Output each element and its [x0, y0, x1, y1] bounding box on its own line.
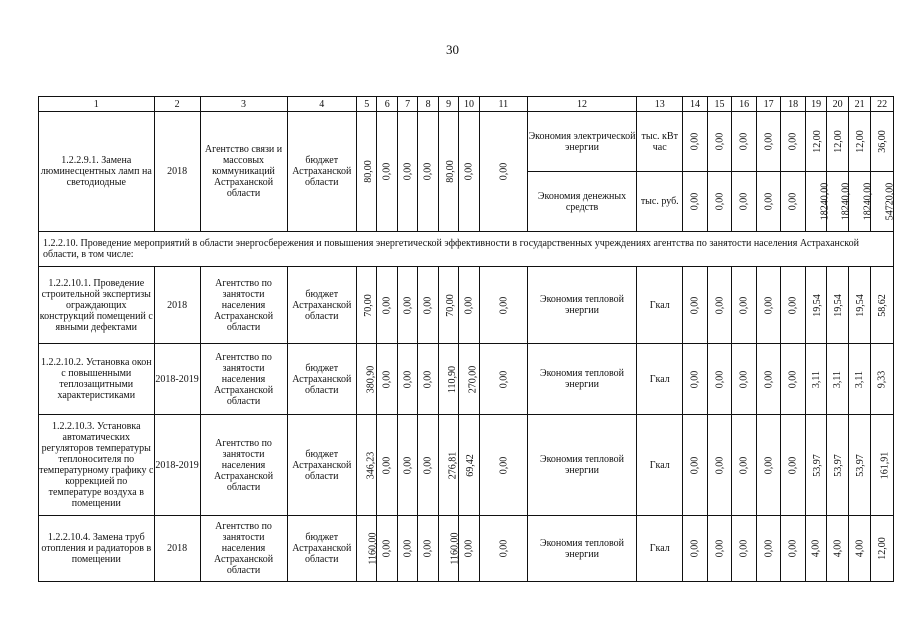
table-row	[39, 415, 894, 516]
funding-cell: 0,00	[479, 112, 527, 232]
header-cell: 1	[39, 97, 155, 112]
funding-cell: 0,00	[479, 344, 527, 415]
funding-cell: 110,90	[438, 344, 458, 415]
indicator-unit: Гкал	[637, 516, 683, 582]
funding-cell: 0,00	[459, 112, 479, 232]
header-cell: 2	[154, 97, 200, 112]
value-cell: 0,00	[781, 344, 806, 415]
measure-budget: бюджет Астраханской области	[287, 516, 357, 582]
funding-cell: 0,00	[377, 344, 397, 415]
value-cell: 3,11	[827, 344, 848, 415]
value-cell: 0,00	[756, 415, 781, 516]
header-cell: 13	[637, 97, 683, 112]
page-number: 30	[446, 42, 459, 57]
value-cell: 18240,00	[805, 172, 826, 232]
value-cell: 0,00	[781, 516, 806, 582]
value-cell: 161,91	[871, 415, 894, 516]
header-cell: 4	[287, 97, 357, 112]
funding-cell: 270,00	[459, 344, 479, 415]
value-cell: 0,00	[683, 344, 708, 415]
measure-name: 1.2.2.10.2. Установка окон с повышенными теплозащитными характеристиками	[39, 344, 155, 415]
value-cell: 0,00	[732, 172, 757, 232]
indicator-name: Экономия тепловой энергии	[527, 344, 636, 415]
funding-cell: 69,42	[459, 415, 479, 516]
measure-name: 1.2.2.10.4. Замена труб отопления и радиаторов в помещении	[39, 516, 155, 582]
measure-year: 2018	[154, 516, 200, 582]
header-row	[39, 97, 894, 112]
funding-cell: 0,00	[397, 267, 417, 344]
section-row	[39, 232, 894, 267]
value-cell: 12,00	[827, 112, 848, 172]
funding-cell: 0,00	[377, 112, 397, 232]
measure-agency: Агентство по занятости населения Астраханской области	[200, 415, 287, 516]
table-row	[39, 267, 894, 344]
funding-cell: 0,00	[479, 415, 527, 516]
value-cell: 0,00	[707, 415, 732, 516]
value-cell: 12,00	[848, 112, 871, 172]
value-cell: 19,54	[848, 267, 871, 344]
value-cell: 12,00	[871, 516, 894, 582]
section-title: 1.2.2.10. Проведение мероприятий в области энергосбережения и повышения энергетической эффективности в государственных учреждениях агентства по занятости населения Астраханской области, в том числе:	[39, 232, 894, 267]
measure-name: 1.2.2.10.3. Установка автоматических регуляторов температуры теплоносителя по температурному графику с коррекцией по температуре воздуха в помещении	[39, 415, 155, 516]
funding-cell: 1160,00	[357, 516, 377, 582]
indicator-name: Экономия тепловой энергии	[527, 415, 636, 516]
header-cell: 16	[732, 97, 757, 112]
value-cell: 9,33	[871, 344, 894, 415]
header-cell: 20	[827, 97, 848, 112]
measure-agency: Агентство по занятости населения Астраханской области	[200, 267, 287, 344]
value-cell: 0,00	[707, 344, 732, 415]
funding-cell: 0,00	[479, 516, 527, 582]
header-cell: 17	[756, 97, 781, 112]
header-cell: 21	[848, 97, 871, 112]
value-cell: 19,54	[827, 267, 848, 344]
funding-cell: 0,00	[377, 415, 397, 516]
funding-cell: 0,00	[418, 344, 438, 415]
funding-cell: 0,00	[397, 112, 417, 232]
funding-cell: 276,81	[438, 415, 458, 516]
measure-agency: Агентство по занятости населения Астраханской области	[200, 516, 287, 582]
measure-year: 2018	[154, 267, 200, 344]
funding-cell: 0,00	[397, 516, 417, 582]
header-cell: 3	[200, 97, 287, 112]
table-row	[39, 516, 894, 582]
value-cell: 18240,00	[827, 172, 848, 232]
measure-agency: Агентство по занятости населения Астраханской области	[200, 344, 287, 415]
value-cell: 19,54	[805, 267, 826, 344]
header-cell: 7	[397, 97, 417, 112]
value-cell: 3,11	[848, 344, 871, 415]
header-cell: 18	[781, 97, 806, 112]
value-cell: 0,00	[732, 112, 757, 172]
funding-cell: 0,00	[418, 516, 438, 582]
measure-budget: бюджет Астраханской области	[287, 415, 357, 516]
value-cell: 4,00	[827, 516, 848, 582]
funding-cell: 0,00	[397, 415, 417, 516]
value-cell: 0,00	[732, 415, 757, 516]
funding-cell: 70,00	[357, 267, 377, 344]
value-cell: 0,00	[756, 112, 781, 172]
measure-year: 2018	[154, 112, 200, 232]
indicator-unit: тыс. кВт час	[637, 112, 683, 172]
funding-cell: 0,00	[397, 344, 417, 415]
funding-cell: 0,00	[459, 267, 479, 344]
value-cell: 4,00	[848, 516, 871, 582]
measure-budget: бюджет Астраханской области	[287, 112, 357, 232]
value-cell: 0,00	[683, 516, 708, 582]
program-table	[38, 96, 894, 582]
header-cell: 22	[871, 97, 894, 112]
header-cell: 19	[805, 97, 826, 112]
measure-agency: Агентство связи и массовых коммуникаций Астраханской области	[200, 112, 287, 232]
indicator-unit: тыс. руб.	[637, 172, 683, 232]
value-cell: 0,00	[756, 172, 781, 232]
funding-cell: 0,00	[459, 516, 479, 582]
measure-name: 1.2.2.10.1. Проведение строительной экспертизы ограждающих конструкций помещений с явными дефектами	[39, 267, 155, 344]
funding-cell: 80,00	[438, 112, 458, 232]
funding-cell: 0,00	[377, 267, 397, 344]
indicator-unit: Гкал	[637, 415, 683, 516]
measure-year: 2018-2019	[154, 415, 200, 516]
value-cell: 0,00	[781, 112, 806, 172]
funding-cell: 80,00	[357, 112, 377, 232]
value-cell: 12,00	[805, 112, 826, 172]
value-cell: 53,97	[805, 415, 826, 516]
measure-year: 2018-2019	[154, 344, 200, 415]
header-cell: 8	[418, 97, 438, 112]
header-cell: 12	[527, 97, 636, 112]
indicator-name: Экономия тепловой энергии	[527, 516, 636, 582]
table-row	[39, 112, 894, 172]
value-cell: 0,00	[781, 267, 806, 344]
indicator-name: Экономия электрической энергии	[527, 112, 636, 172]
value-cell: 0,00	[781, 172, 806, 232]
value-cell: 4,00	[805, 516, 826, 582]
value-cell: 0,00	[756, 344, 781, 415]
funding-cell: 346,23	[357, 415, 377, 516]
value-cell: 0,00	[781, 415, 806, 516]
indicator-unit: Гкал	[637, 267, 683, 344]
header-cell: 11	[479, 97, 527, 112]
funding-cell: 380,90	[357, 344, 377, 415]
header-cell: 15	[707, 97, 732, 112]
value-cell: 0,00	[683, 112, 708, 172]
value-cell: 36,00	[871, 112, 894, 172]
value-cell: 0,00	[732, 344, 757, 415]
value-cell: 0,00	[683, 267, 708, 344]
value-cell: 0,00	[732, 267, 757, 344]
measure-budget: бюджет Астраханской области	[287, 344, 357, 415]
value-cell: 58,62	[871, 267, 894, 344]
value-cell: 0,00	[756, 516, 781, 582]
value-cell: 18240,00	[848, 172, 871, 232]
measure-budget: бюджет Астраханской области	[287, 267, 357, 344]
value-cell: 0,00	[707, 516, 732, 582]
value-cell: 0,00	[756, 267, 781, 344]
measure-name: 1.2.2.9.1. Замена люминесцентных ламп на светодиодные	[39, 112, 155, 232]
funding-cell: 0,00	[377, 516, 397, 582]
value-cell: 0,00	[707, 172, 732, 232]
value-cell: 0,00	[683, 172, 708, 232]
value-cell: 53,97	[848, 415, 871, 516]
value-cell: 0,00	[683, 415, 708, 516]
indicator-name: Экономия тепловой энергии	[527, 267, 636, 344]
funding-cell: 1160,00	[438, 516, 458, 582]
value-cell: 54720,00	[871, 172, 894, 232]
header-cell: 6	[377, 97, 397, 112]
header-cell: 9	[438, 97, 458, 112]
funding-cell: 0,00	[418, 112, 438, 232]
header-cell: 10	[459, 97, 479, 112]
header-cell: 14	[683, 97, 708, 112]
indicator-name: Экономия денежных средств	[527, 172, 636, 232]
value-cell: 53,97	[827, 415, 848, 516]
funding-cell: 0,00	[418, 267, 438, 344]
value-cell: 0,00	[732, 516, 757, 582]
value-cell: 0,00	[707, 112, 732, 172]
indicator-unit: Гкал	[637, 344, 683, 415]
funding-cell: 0,00	[479, 267, 527, 344]
header-cell: 5	[357, 97, 377, 112]
value-cell: 0,00	[707, 267, 732, 344]
value-cell: 3,11	[805, 344, 826, 415]
funding-cell: 0,00	[418, 415, 438, 516]
table-row	[39, 344, 894, 415]
funding-cell: 70,00	[438, 267, 458, 344]
